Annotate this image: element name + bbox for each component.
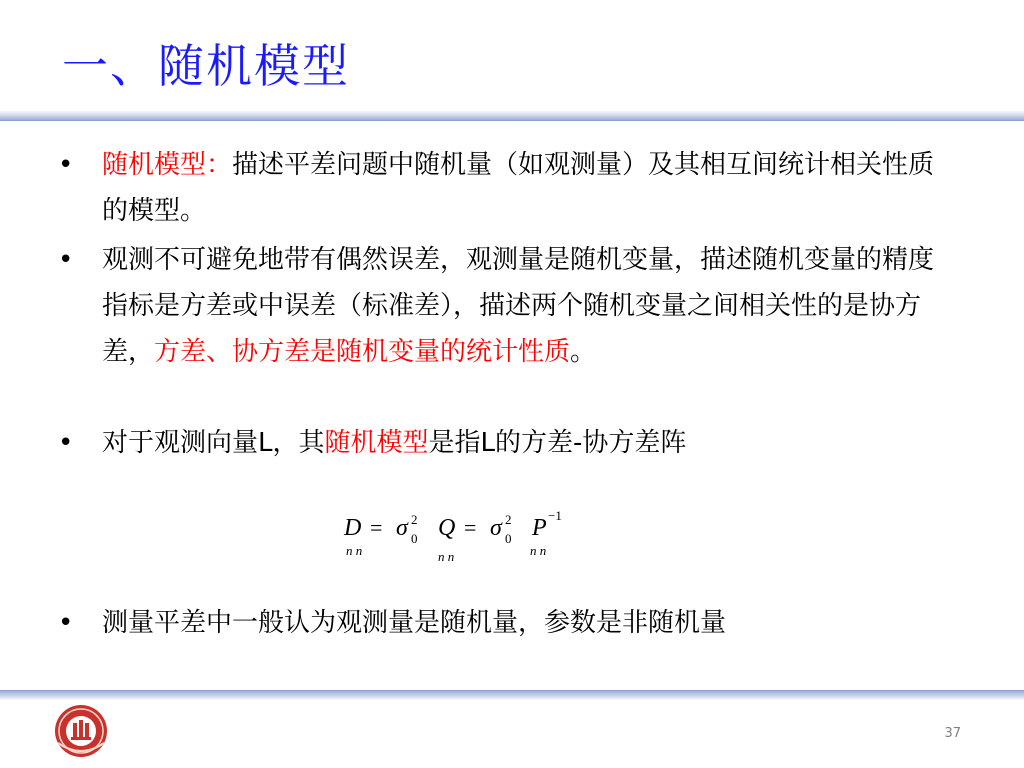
bullet-body: 对于观测向量L，其	[102, 428, 325, 458]
footer-divider	[0, 690, 1024, 700]
formula-Q: Q	[438, 515, 456, 541]
page-number: 37	[944, 726, 961, 741]
bullet-item	[58, 600, 948, 646]
bullet-text	[58, 420, 948, 466]
bullet-item	[58, 142, 948, 234]
formula-sub-0: 0	[411, 531, 418, 546]
bullet-item	[58, 237, 948, 375]
formula-sup-2: 2	[505, 512, 512, 527]
header-divider	[0, 110, 1024, 121]
bullet-body: 测量平差中一般认为观测量是随机量，参数是非随机量	[102, 608, 727, 638]
slide-title: 一、随机模型	[62, 39, 350, 93]
formula-sup-2: 2	[411, 512, 418, 527]
formula-sup-inverse: −1	[548, 508, 562, 523]
formula-sigma: σ	[396, 515, 408, 541]
bullet-marker: •	[58, 150, 74, 180]
bullet-text	[58, 237, 948, 375]
bullet-marker: •	[58, 608, 74, 638]
bullet-highlight: 方差、协方差是随机变量的统计性质	[154, 337, 571, 367]
formula-D: D	[344, 515, 362, 541]
bullet-text	[58, 600, 948, 646]
bullet-highlight: 随机模型	[324, 428, 429, 458]
university-seal-icon	[52, 703, 110, 759]
formula-sub-0: 0	[505, 531, 512, 546]
bullet-marker: •	[58, 245, 74, 275]
bullet-body: 是指L的方差-协方差阵	[428, 428, 687, 458]
bullet-body: 。	[570, 337, 597, 367]
bullet-item	[58, 420, 948, 466]
formula-sigma: σ	[490, 515, 502, 541]
bullet-highlight: 随机模型：	[102, 150, 233, 180]
formula-equals: =	[370, 515, 383, 540]
bullet-body: 描述平差问题中随机量（如观测量）及其相互间统计相关性质的模型。	[102, 150, 935, 226]
formula-sub-nn: n n	[346, 543, 363, 558]
formula-equals: =	[464, 515, 477, 540]
formula-sub-nn: n n	[438, 549, 455, 564]
bullet-text	[58, 142, 948, 234]
covariance-formula	[340, 503, 600, 573]
formula-P: P	[532, 515, 547, 541]
formula-sub-nn: n n	[530, 543, 547, 558]
bullet-marker: •	[58, 428, 74, 458]
bullet-body: 观测不可避免地带有偶然误差，观测量是随机变量，描述随机变量的精度指标是方差或中误差（标准差），描述两个随机变量之间相关性的是协方差，	[102, 245, 935, 367]
